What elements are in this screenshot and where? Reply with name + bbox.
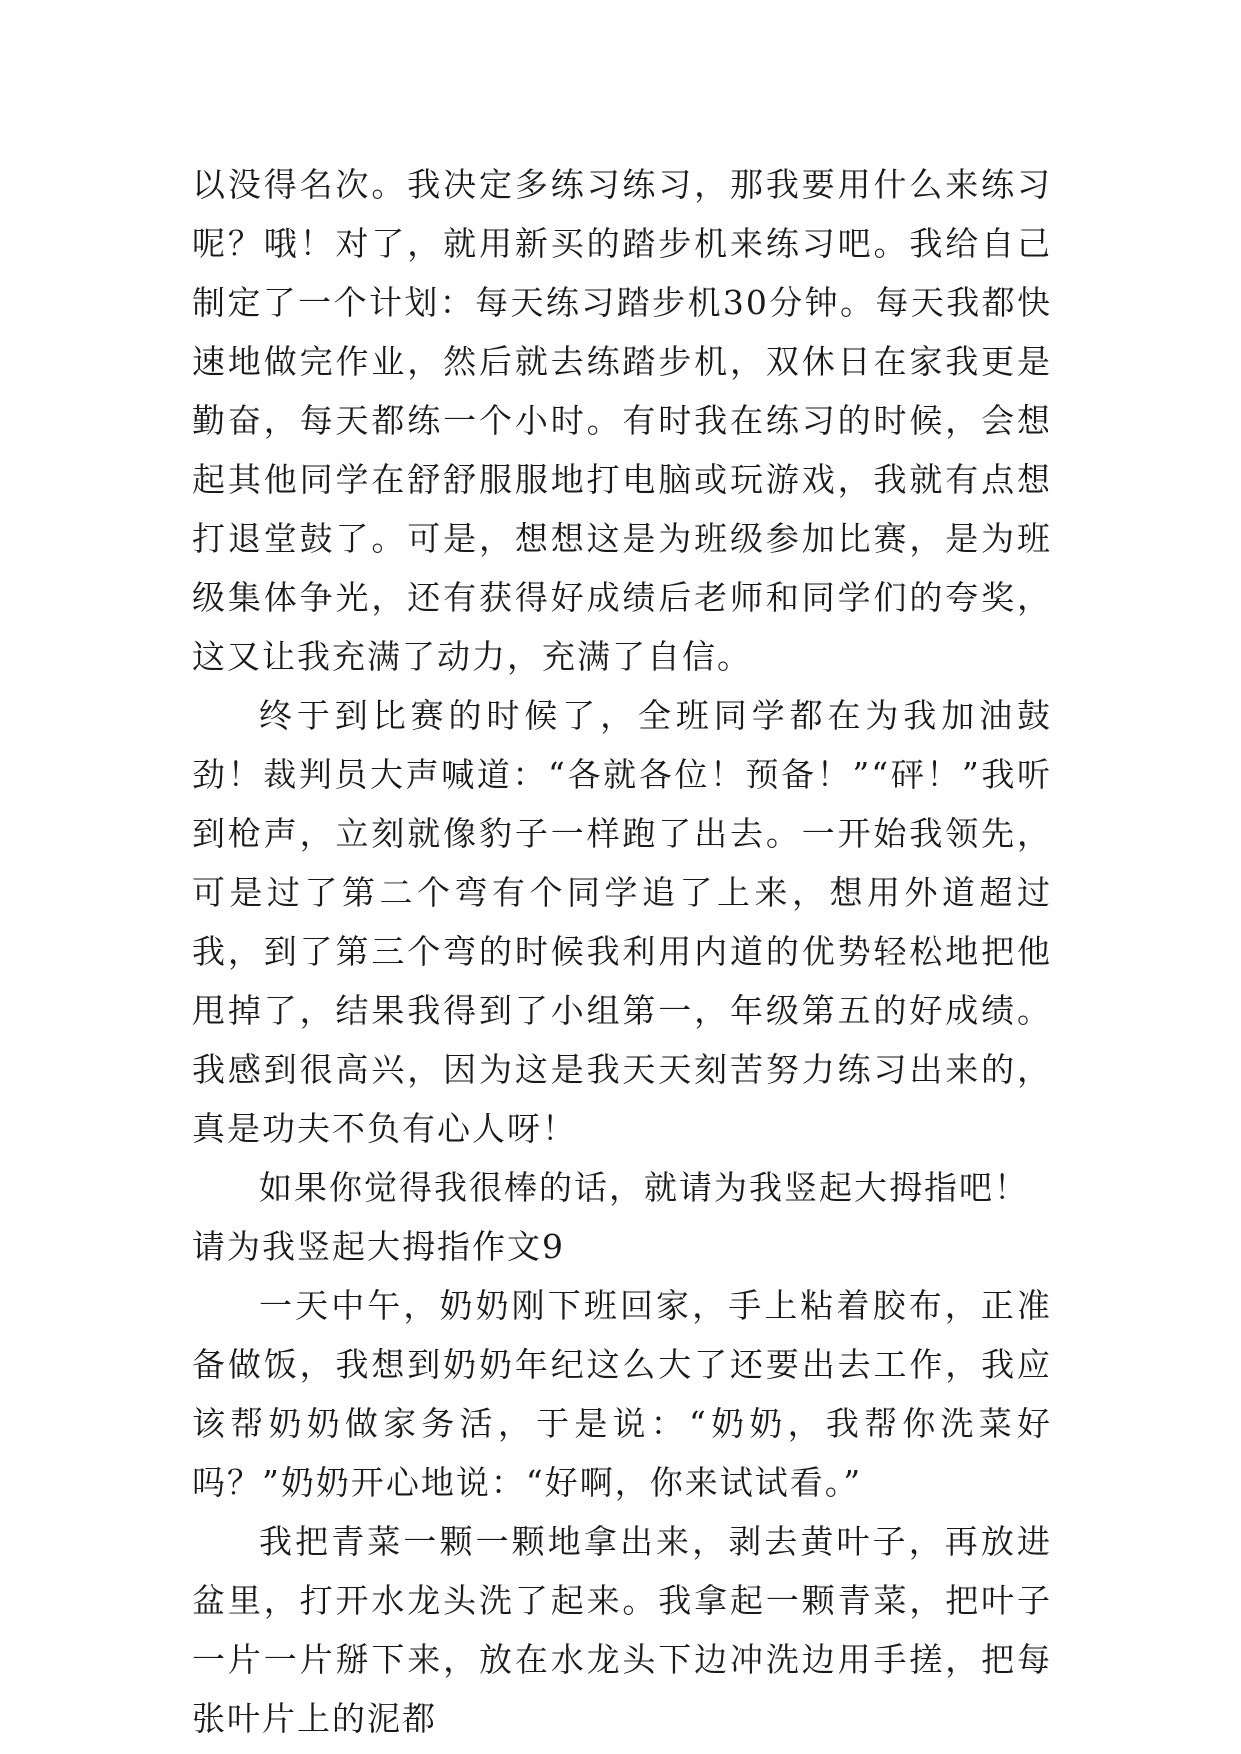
paragraph-race: 终于到比赛的时候了，全班同学都在为我加油鼓劲！裁判员大声喊道：“各就各位！预备！”“砰！”我听到枪声，立刻就像豹子一样跑了出去。一开始我领先，可是过了第二个弯有个同学追了上来，想用外道超过我，到了第三个弯的时候我利用内道的优势轻松地把他甩掉了，结果我得到了小组第一，年级第五的好成绩。我感到很高兴，因为这是我天天刻苦努力练习出来的，真是功夫不负有心人呀！ xyxy=(192,696,1052,1148)
paragraph-thumbs-up: 如果你觉得我很棒的话，就请为我竖起大拇指吧！ xyxy=(259,1168,1029,1207)
paragraph-grandma: 一天中午，奶奶刚下班回家，手上粘着胶布，正准备做饭，我想到奶奶年纪这么大了还要出去工作，我应该帮奶奶做家务活，于是说：“奶奶，我帮你洗菜好吗？”奶奶开心地说：“好啊，你来试试看。” xyxy=(192,1286,1052,1502)
section-title: 请为我竖起大拇指作文9 xyxy=(192,1227,565,1266)
paragraph-practice: 以没得名次。我决定多练习练习，那我要用什么来练习呢？哦！对了，就用新买的踏步机来练习吧。我给自己制定了一个计划：每天练习踏步机30分钟。每天我都快速地做完作业，然后就去练踏步机，双休日在家我更是勤奋，每天都练一个小时。有时我在练习的时候，会想起其他同学在舒舒服服地打电脑或玩游戏，我就有点想打退堂鼓了。可是，想想这是为班级参加比赛，是为班级集体争光，还有获得好成绩后老师和同学们的夸奖，这又让我充满了动力，充满了自信。 xyxy=(192,165,1052,676)
paragraph-washing-vegetables: 我把青菜一颗一颗地拿出来，剥去黄叶子，再放进盆里，打开水龙头洗了起来。我拿起一颗青菜，把叶子一片一片掰下来，放在水龙头下边冲洗边用手搓，把每张叶片上的泥都 xyxy=(192,1522,1052,1738)
document-body xyxy=(192,155,1052,1748)
